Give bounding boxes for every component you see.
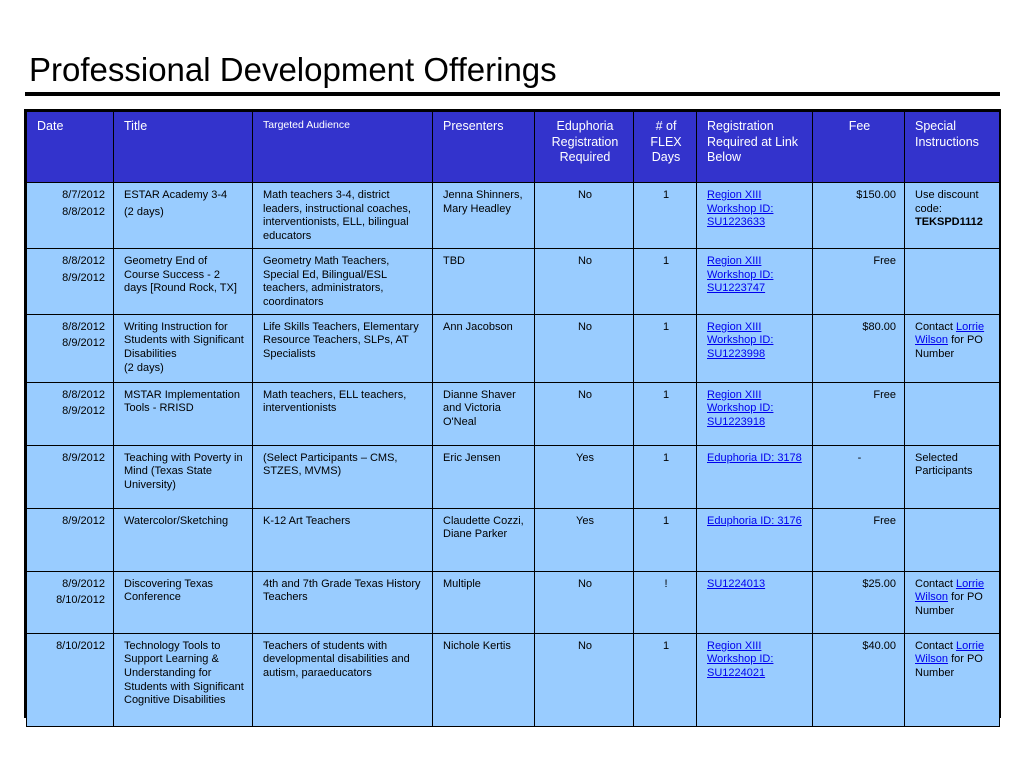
flex-days-cell: 1 (634, 183, 697, 249)
presenters-cell: Multiple (433, 571, 535, 633)
registration-cell (697, 508, 813, 571)
presenters-cell: Nichole Kertis (433, 633, 535, 726)
registration-link[interactable]: Region XIII Workshop ID: SU1223633 (707, 189, 774, 229)
start-date: 8/9/2012 (62, 577, 105, 590)
page-title: Professional Development Offerings (29, 51, 557, 88)
fee-cell: $40.00 (813, 633, 905, 726)
date-cell (27, 248, 114, 314)
date-cell (27, 571, 114, 633)
special-instructions-cell: Selected Participants (905, 445, 1000, 508)
eduphoria-cell: No (535, 571, 634, 633)
flex-days-cell: ! (634, 571, 697, 633)
header-audience: Targeted Audience (253, 112, 433, 183)
flex-days-cell: 1 (634, 314, 697, 382)
table-row (27, 633, 1000, 726)
eduphoria-cell: No (535, 314, 634, 382)
audience-cell: Math teachers, ELL teachers, interventionists (253, 382, 433, 445)
header-registration: Registration Required at Link Below (697, 112, 813, 183)
registration-cell (697, 382, 813, 445)
start-date: 8/9/2012 (62, 451, 105, 464)
course-duration: (2 days) (124, 205, 164, 218)
fee-cell: $25.00 (813, 571, 905, 633)
title-cell: Geometry End of Course Success - 2 days [Round Rock, TX] (114, 248, 253, 314)
flex-days-cell: 1 (634, 248, 697, 314)
course-duration: (2 days) (124, 361, 164, 374)
contact-suffix: for PO Number (915, 653, 983, 680)
title-cell: Technology Tools to Support Learning & Understanding for Students with Significant Cognitive Disabilities (114, 633, 253, 726)
registration-link[interactable]: Region XIII Workshop ID: SU1223998 (707, 320, 774, 361)
registration-link[interactable]: Eduphoria ID: 3178 (707, 451, 802, 464)
audience-cell: K-12 Art Teachers (253, 508, 433, 571)
title-cell: Discovering Texas Conference (114, 571, 253, 633)
header-fee: Fee (813, 112, 905, 183)
header-title: Title (114, 112, 253, 183)
eduphoria-cell: No (535, 633, 634, 726)
start-date: 8/8/2012 (62, 388, 105, 401)
special-instructions-cell (905, 248, 1000, 314)
date-cell (27, 508, 114, 571)
title-divider (25, 92, 1000, 96)
end-date: 8/10/2012 (56, 594, 105, 607)
audience-cell: Geometry Math Teachers, Special Ed, Bilingual/ESL teachers, administrators, coordinators (253, 248, 433, 314)
header-eduphoria: Eduphoria Registration Required (535, 112, 634, 183)
eduphoria-cell: No (535, 248, 634, 314)
flex-days-cell: 1 (634, 508, 697, 571)
special-instructions-text: Use discount code: (915, 189, 979, 215)
fee-cell: $150.00 (813, 183, 905, 249)
presenters-cell: Dianne Shaver and Victoria O'Neal (433, 382, 535, 445)
contact-link[interactable]: Lorrie Wilson (915, 320, 985, 347)
start-date: 8/8/2012 (62, 254, 105, 267)
special-instructions-cell (905, 314, 1000, 382)
presenters-cell: TBD (433, 248, 535, 314)
presenters-cell: Claudette Cozzi, Diane Parker (433, 508, 535, 571)
contact-link[interactable]: Lorrie Wilson (915, 577, 985, 604)
fee-cell: - (813, 445, 905, 508)
table-row (27, 314, 1000, 382)
eduphoria-cell: No (535, 183, 634, 249)
contact-suffix: for PO Number (915, 334, 983, 361)
contact-suffix: for PO Number (915, 591, 983, 618)
table-row (27, 183, 1000, 249)
flex-days-cell: 1 (634, 382, 697, 445)
registration-link[interactable]: Region XIII Workshop ID: SU1224021 (707, 639, 774, 680)
fee-cell: Free (813, 382, 905, 445)
header-flex-days: # of FLEX Days (634, 112, 697, 183)
date-cell (27, 633, 114, 726)
registration-cell (697, 633, 813, 726)
end-date: 8/9/2012 (62, 337, 105, 350)
table-row (27, 248, 1000, 314)
table-row (27, 445, 1000, 508)
registration-cell (697, 571, 813, 633)
special-instructions-cell (905, 571, 1000, 633)
fee-cell: Free (813, 248, 905, 314)
offerings-table (26, 111, 1000, 727)
header-date: Date (27, 112, 114, 183)
title-cell: Teaching with Poverty in Mind (Texas State University) (114, 445, 253, 508)
audience-cell: Life Skills Teachers, Elementary Resource Teachers, SLPs, AT Specialists (253, 314, 433, 382)
eduphoria-cell: Yes (535, 445, 634, 508)
special-instructions-cell (905, 382, 1000, 445)
title-cell (114, 314, 253, 382)
audience-cell: 4th and 7th Grade Texas History Teachers (253, 571, 433, 633)
special-instructions-cell (905, 508, 1000, 571)
title-cell: Watercolor/Sketching (114, 508, 253, 571)
table-header-row (27, 112, 1000, 183)
title-cell: MSTAR Implementation Tools - RRISD (114, 382, 253, 445)
date-cell (27, 382, 114, 445)
table-row (27, 571, 1000, 633)
table-row (27, 382, 1000, 445)
audience-cell: Teachers of students with developmental disabilities and autism, paraeducators (253, 633, 433, 726)
special-instructions-cell (905, 633, 1000, 726)
registration-cell (697, 445, 813, 508)
audience-cell: Math teachers 3-4, district leaders, instructional coaches, interventionists, ELL, bilingual educators (253, 183, 433, 249)
fee-cell: $80.00 (813, 314, 905, 382)
presenters-cell: Jenna Shinners, Mary Headley (433, 183, 535, 249)
registration-cell (697, 248, 813, 314)
start-date: 8/7/2012 (62, 189, 105, 201)
flex-days-cell: 1 (634, 445, 697, 508)
end-date: 8/8/2012 (62, 205, 105, 218)
offerings-table-container (24, 109, 1001, 718)
date-cell (27, 445, 114, 508)
header-special-instructions: Special Instructions (905, 112, 1000, 183)
date-cell (27, 314, 114, 382)
registration-cell (697, 314, 813, 382)
contact-prefix: Contact (915, 577, 953, 590)
course-title: ESTAR Academy 3-4 (124, 189, 228, 201)
end-date: 8/9/2012 (62, 271, 105, 284)
date-cell (27, 183, 114, 249)
eduphoria-cell: Yes (535, 508, 634, 571)
registration-cell (697, 183, 813, 249)
start-date: 8/8/2012 (62, 320, 105, 333)
presenters-cell: Ann Jacobson (433, 314, 535, 382)
end-date: 8/9/2012 (62, 405, 105, 418)
eduphoria-cell: No (535, 382, 634, 445)
contact-link[interactable]: Lorrie Wilson (915, 639, 985, 666)
special-instructions-cell (905, 183, 1000, 249)
course-title: Writing Instruction for Students with Significant Disabilities (124, 320, 244, 361)
contact-prefix: Contact (915, 639, 953, 652)
presenters-cell: Eric Jensen (433, 445, 535, 508)
registration-link[interactable]: Eduphoria ID: 3176 (707, 514, 802, 527)
contact-prefix: Contact (915, 320, 953, 333)
registration-link[interactable]: Region XIII Workshop ID: SU1223747 (707, 254, 774, 295)
table-row (27, 508, 1000, 571)
title-cell (114, 183, 253, 249)
flex-days-cell: 1 (634, 633, 697, 726)
registration-link[interactable]: SU1224013 (707, 577, 766, 590)
discount-code: TEKSPD1112 (915, 216, 983, 229)
start-date: 8/10/2012 (56, 639, 105, 652)
fee-cell: Free (813, 508, 905, 571)
registration-link[interactable]: Region XIII Workshop ID: SU1223918 (707, 388, 774, 429)
audience-cell: (Select Participants – CMS, STZES, MVMS) (253, 445, 433, 508)
start-date: 8/9/2012 (62, 514, 105, 527)
header-presenters: Presenters (433, 112, 535, 183)
